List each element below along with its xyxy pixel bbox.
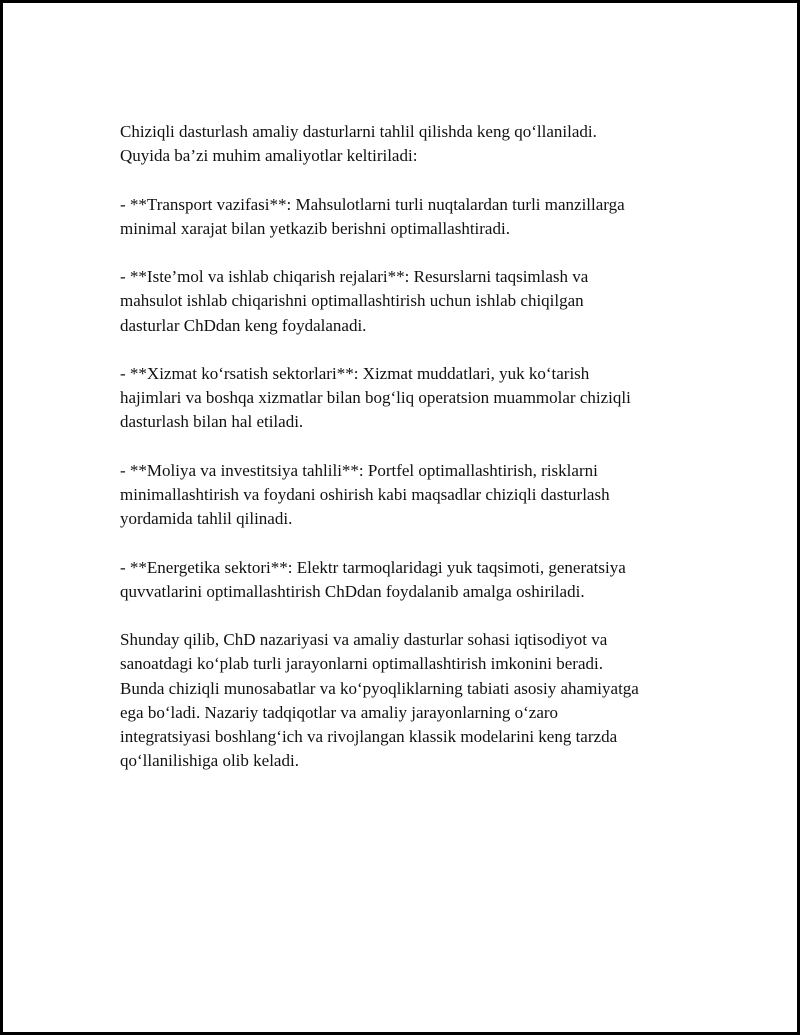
consumption-production-item: - **Iste’mol va ishlab chiqarish rejalari**: Resurslarni taqsimlash va mahsulot ishlab chiqarishni optimallashtirish uchun ishlab chiqilgan dasturlar ChDdan keng foydalanadi. [120,267,589,335]
intro-paragraph: Chiziqli dasturlash amaliy dasturlarni tahlil qilishda keng qo‘llaniladi. Quyida ba’zi muhim amaliyotlar keltiriladi: [120,122,597,166]
finance-investment-item: - **Moliya va investitsiya tahlili**: Portfel optimallashtirish, risklarni minimallashtirish va foydani oshirish kabi maqsadlar chiziqli dasturlash yordamida tahlil qilinadi. [120,460,610,529]
service-sectors-item: - **Xizmat ko‘rsatish sektorlari**: Xizmat muddatlari, yuk ko‘tarish hajimlari va boshqa xizmatlar bilan bog‘liq operatsion muammolar chiziqli dasturlash bilan hal etiladi. [120,363,631,432]
energy-sector-item: - **Energetika sektori**: Elektr tarmoqlaridagi yuk taqsimoti, generatsiya quvvatlarini optimallashtirish ChDdan foydalanib amalga oshiriladi. [120,557,626,601]
transport-item: - **Transport vazifasi**: Mahsulotlarni turli nuqtalardan turli manzillarga minimal xarajat bilan yetkazib berishni optimallashtiradi. [120,194,625,238]
document-body [120,120,695,773]
conclusion-paragraph: Shunday qilib, ChD nazariyasi va amaliy dasturlar sohasi iqtisodiyot va sanoatdagi ko‘plab turli jarayonlarni optimallashtirish imkonini beradi. Bunda chiziqli munosabatlar va ko‘pyoqliklarning tabiati asosiy ahamiyatga ega bo‘ladi. Nazariy tadqiqotlar va amaliy jarayonlarning o‘zaro integratsiyasi boshlang‘ich va rivojlangan klassik modelarini keng tarzda qo‘llanilishiga olib keladi. [120,630,639,771]
